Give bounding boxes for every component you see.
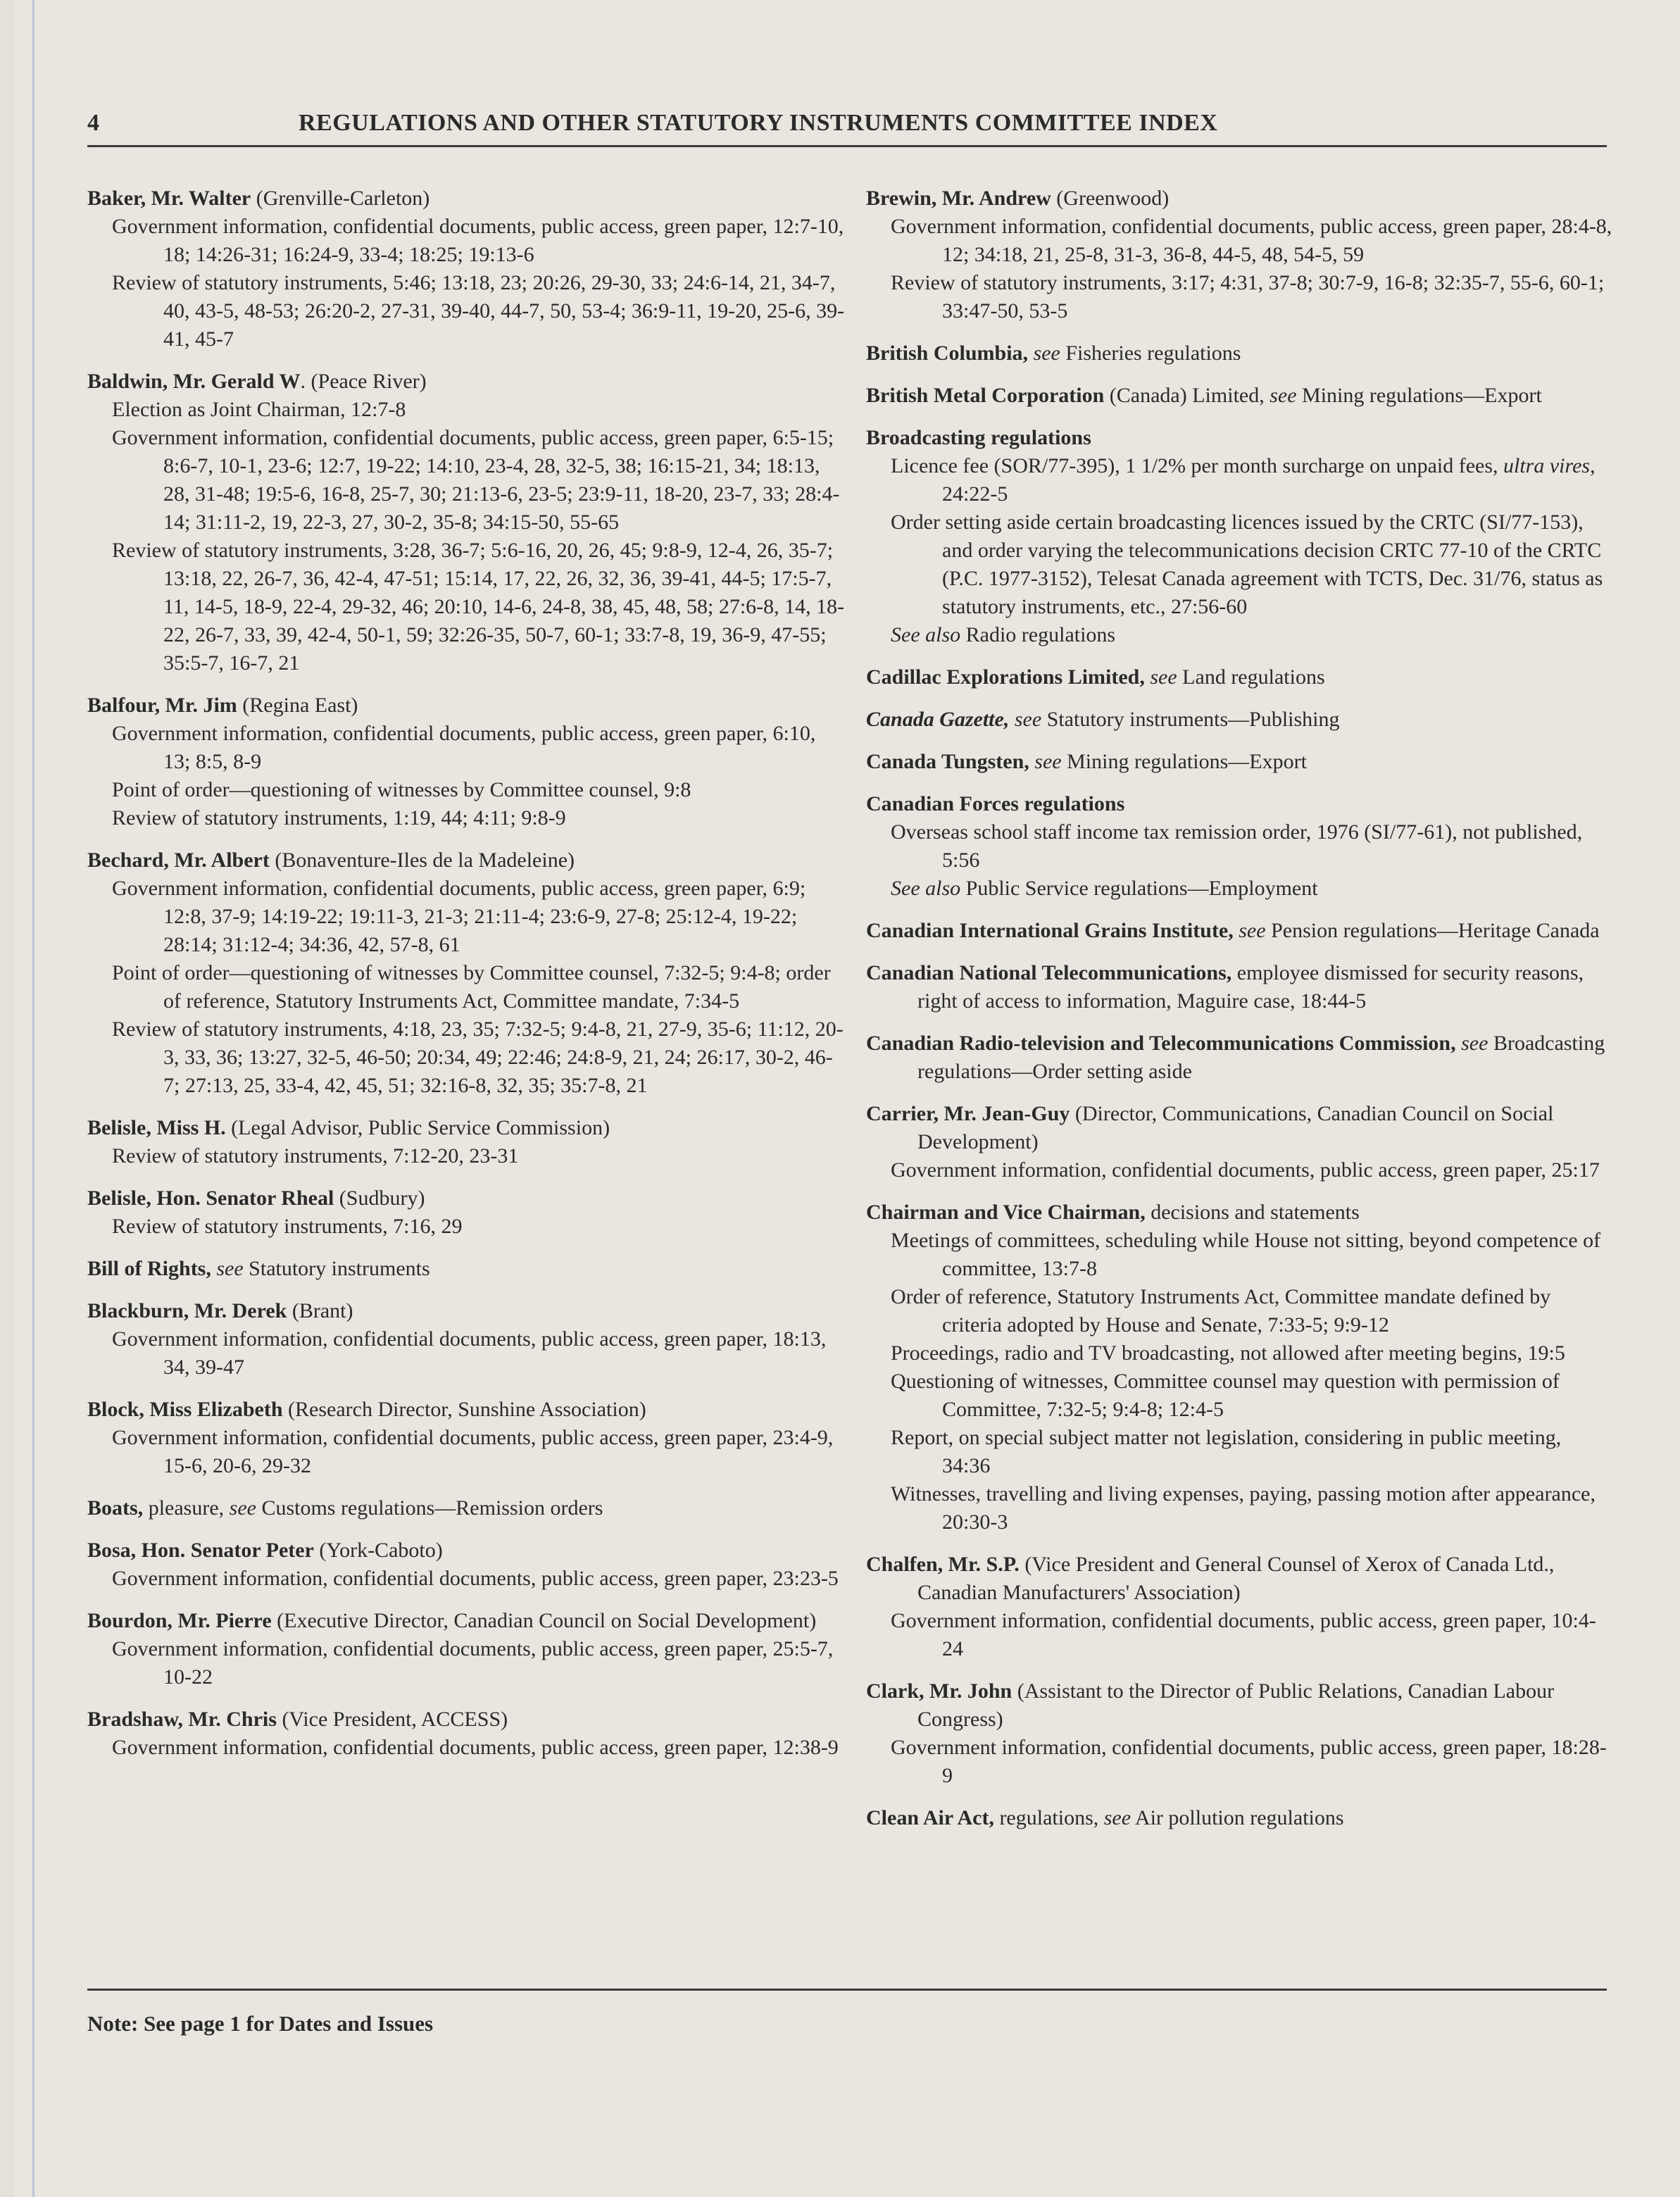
- entry-heading: [87, 846, 848, 875]
- text-run: see: [1014, 708, 1042, 731]
- entry-heading: [866, 1029, 1612, 1086]
- text-run: Carrier, Mr. Jean-Guy: [866, 1102, 1070, 1125]
- entry-subentry: [87, 804, 848, 832]
- text-run: Government information, confidential documents, public access, green paper, 6:10, 13; 8:5, 8-9: [112, 722, 816, 773]
- entry-subentry: [87, 1213, 848, 1241]
- text-run: (Regina East): [237, 694, 358, 717]
- text-run: Bill of Rights,: [87, 1257, 211, 1280]
- text-run: see: [1239, 919, 1266, 942]
- text-run: Review of statutory instruments, 4:18, 23, 35; 7:32-5; 9:4-8, 21, 27-9, 35-6; 11:12, 20-3, 33, 36; 13:27, 32-5, 46-50; 20:34, 49; 22:46; 24:8-9, 21, 24; 26:17, 30-2, 46-7; 27:13, 25, 33-4, 42, 45, 51; 32:16-8, 32, 35; 35:7-8, 21: [112, 1018, 844, 1097]
- index-entry: [866, 1100, 1612, 1184]
- entry-subentry: [87, 396, 848, 424]
- index-entry: [87, 368, 848, 677]
- text-run: Government information, confidential documents, public access, green paper, 18:28-9: [891, 1736, 1607, 1787]
- text-run: see: [229, 1496, 256, 1520]
- text-run: Government information, confidential documents, public access, green paper, 12:7-10, 18; 14:26-31; 16:24-9, 33-4; 18:25; 19:13-6: [112, 215, 844, 266]
- entry-heading: [866, 1804, 1612, 1832]
- text-run: Mining regulations—Export: [1061, 750, 1307, 773]
- text-run: see: [1461, 1032, 1488, 1055]
- entry-subentry: [87, 959, 848, 1015]
- text-run: Clark, Mr. John: [866, 1679, 1013, 1703]
- text-run: See also: [891, 623, 961, 646]
- entry-heading: [866, 1198, 1612, 1227]
- entry-subentry: [866, 1156, 1612, 1184]
- text-run: (Bonaventure-Iles de la Madeleine): [269, 849, 575, 872]
- text-run: Cadillac Explorations Limited,: [866, 665, 1145, 689]
- text-run: (Canada) Limited,: [1104, 384, 1270, 407]
- text-run: (Greenwood): [1051, 187, 1170, 210]
- footer-rule: [87, 1989, 1607, 1991]
- text-run: Point of order—questioning of witnesses by Committee counsel, 9:8: [112, 778, 691, 801]
- entry-subentry: [866, 1424, 1612, 1480]
- text-run: Pension regulations—Heritage Canada: [1265, 919, 1600, 942]
- index-entry: [866, 790, 1612, 903]
- text-run: (Legal Advisor, Public Service Commission): [225, 1116, 610, 1139]
- text-run: Statutory instruments: [243, 1257, 430, 1280]
- entry-heading: [866, 1677, 1612, 1734]
- text-run: Bechard, Mr. Albert: [87, 849, 270, 872]
- index-entry: [866, 1804, 1612, 1832]
- text-run: Point of order—questioning of witnesses by Committee counsel, 7:32-5; 9:4-8; order of reference, Statutory Instruments Act, Committee mandate, 7:34-5: [112, 961, 831, 1013]
- text-run: [1009, 708, 1015, 731]
- text-run: Government information, confidential documents, public access, green paper, 10:4-24: [891, 1609, 1596, 1660]
- text-run: . (Peace River): [300, 370, 427, 393]
- text-run: Government information, confidential documents, public access, green paper, 25:17: [891, 1158, 1600, 1182]
- entry-heading: [866, 382, 1612, 410]
- text-run: (Research Director, Sunshine Association): [282, 1398, 646, 1421]
- text-run: regulations,: [993, 1806, 1104, 1829]
- entry-subentry: [866, 452, 1612, 508]
- entry-heading: [866, 184, 1612, 213]
- entry-heading: [866, 1551, 1612, 1607]
- text-run: Government information, confidential documents, public access, green paper, 23:4-9, 15-6, 20-6, 29-32: [112, 1426, 834, 1477]
- index-entry: [866, 1551, 1612, 1663]
- entry-heading: [87, 1396, 848, 1424]
- text-run: Questioning of witnesses, Committee counsel may question with permission of Committee, 7:32-5; 9:4-8; 12:4-5: [891, 1370, 1560, 1421]
- text-run: Review of statutory instruments, 3:28, 36-7; 5:6-16, 20, 26, 45; 9:8-9, 12-4, 26, 35-7; 13:18, 22, 26-7, 36, 42-4, 47-51; 15:14, 17, 22, 26, 32, 36, 39-41, 44-5; 17:5-7, 11, 14-5, 18-9, 22-4, 29-32, 46; 20:10, 14-6, 24-8, 38, 45, 48, 58; 27:6-8, 14, 18-22, 26-7, 33, 39, 42-4, 50-1, 59; 32:26-35, 50-7, 60-1; 33:7-8, 19, 36-9, 47-55; 35:5-7, 16-7, 21: [112, 539, 845, 675]
- text-run: Fisheries regulations: [1060, 342, 1241, 365]
- text-run: Review of statutory instruments, 3:17; 4:31, 37-8; 30:7-9, 16-8; 32:35-7, 55-6, 60-1; 33:47-50, 53-5: [891, 271, 1605, 323]
- page-header: [87, 106, 1607, 147]
- entry-subentry: [866, 621, 1612, 649]
- entry-heading: [87, 691, 848, 720]
- text-run: (Brant): [287, 1299, 353, 1322]
- entry-heading: [866, 1100, 1612, 1156]
- entry-heading: [87, 1494, 848, 1522]
- text-run: Review of statutory instruments, 1:19, 44; 4:11; 9:8-9: [112, 806, 566, 830]
- index-entry: [866, 184, 1612, 325]
- text-run: Report, on special subject matter not legislation, considering in public meeting, 34:36: [891, 1426, 1562, 1477]
- text-run: Review of statutory instruments, 5:46; 13:18, 23; 20:26, 29-30, 33; 24:6-14, 21, 34-7, 40, 43-5, 48-53; 26:20-2, 27-31, 39-40, 44-7, 50, 53-4; 36:9-11, 19-20, 25-6, 39-41, 45-7: [112, 271, 845, 351]
- index-entry: [87, 1494, 848, 1522]
- entry-heading: [866, 339, 1612, 368]
- text-run: (Executive Director, Canadian Council on Social Development): [271, 1609, 817, 1632]
- entry-heading: [87, 1297, 848, 1325]
- entry-heading: [866, 424, 1612, 452]
- text-run: Land regulations: [1177, 665, 1325, 689]
- index-entry: [866, 959, 1612, 1015]
- text-run: Block, Miss Elizabeth: [87, 1398, 283, 1421]
- text-run: Review of statutory instruments, 7:12-20, 23-31: [112, 1144, 519, 1168]
- index-entry: [87, 1396, 848, 1480]
- text-run: ultra vires: [1503, 454, 1591, 477]
- text-run: [1456, 1032, 1462, 1055]
- entry-heading: [866, 917, 1612, 945]
- text-run: Public Service regulations—Employment: [960, 877, 1318, 900]
- index-column-left: [87, 184, 848, 1776]
- index-entry: [87, 1536, 848, 1593]
- entry-heading: [87, 1255, 848, 1283]
- index-entry: [87, 1184, 848, 1241]
- entry-heading: [87, 184, 848, 213]
- entry-subentry: [866, 213, 1612, 269]
- text-run: Canada Gazette,: [866, 708, 1010, 731]
- text-run: Government information, confidential documents, public access, green paper, 12:38-9: [112, 1736, 839, 1759]
- text-run: Overseas school staff income tax remission order, 1976 (SI/77-61), not published, 5:56: [891, 820, 1583, 872]
- text-run: Clean Air Act,: [866, 1806, 994, 1829]
- text-run: see: [1270, 384, 1297, 407]
- text-run: Government information, confidential documents, public access, green paper, 23:23-5: [112, 1567, 839, 1590]
- index-entry: [866, 1198, 1612, 1536]
- text-run: Baker, Mr. Walter: [87, 187, 251, 210]
- text-run: Canadian Forces regulations: [866, 792, 1125, 815]
- index-entry: [866, 1029, 1612, 1086]
- index-entry: [87, 1255, 848, 1283]
- text-run: Belisle, Miss H.: [87, 1116, 226, 1139]
- text-run: Licence fee (SOR/77-395), 1 1/2% per month surcharge on unpaid fees,: [891, 454, 1504, 477]
- entry-subentry: [87, 213, 848, 269]
- text-run: Canadian Radio-television and Telecommunications Commission,: [866, 1032, 1456, 1055]
- entry-subentry: [866, 1283, 1612, 1339]
- text-run: , 24:22-5: [942, 454, 1596, 506]
- entry-subentry: [866, 1607, 1612, 1663]
- entry-subentry: [866, 1227, 1612, 1283]
- index-entry: [87, 691, 848, 832]
- text-run: Broadcasting regulations—Order setting aside: [917, 1032, 1605, 1083]
- text-run: Boats,: [87, 1496, 144, 1520]
- entry-subentry: [866, 1367, 1612, 1424]
- text-run: Proceedings, radio and TV broadcasting, not allowed after meeting begins, 19:5: [891, 1341, 1565, 1365]
- entry-subentry: [87, 537, 848, 677]
- entry-subentry: [87, 720, 848, 776]
- text-run: Review of statutory instruments, 7:16, 29: [112, 1215, 463, 1238]
- text-run: Order setting aside certain broadcasting licences issued by the CRTC (SI/77-153), and order varying the telecommunications decision CRTC 77-10 of the CRTC (P.C. 1977-3152), Telesat Canada agreement with TCTS, Dec. 31/76, status as statutory instruments, etc., 27:56-60: [891, 511, 1603, 618]
- text-run: British Columbia,: [866, 342, 1029, 365]
- entry-heading: [866, 790, 1612, 818]
- entry-heading: [87, 368, 848, 396]
- text-run: (Director, Communications, Canadian Council on Social Development): [917, 1102, 1554, 1153]
- text-run: Government information, confidential documents, public access, green paper, 18:13, 34, 39-47: [112, 1327, 827, 1379]
- text-run: see: [1103, 1806, 1132, 1829]
- text-run: (Grenville-Carleton): [251, 187, 430, 210]
- entry-subentry: [866, 818, 1612, 875]
- text-run: Witnesses, travelling and living expenses, paying, passing motion after appearance, 20:30-3: [891, 1482, 1596, 1534]
- text-run: Canadian National Telecommunications,: [866, 961, 1232, 984]
- entry-subentry: [87, 1325, 848, 1382]
- text-run: [1028, 342, 1034, 365]
- text-run: (Vice President and General Counsel of Xerox of Canada Ltd., Canadian Manufacturers' Association): [917, 1553, 1555, 1604]
- entry-heading: [866, 663, 1612, 691]
- entry-subentry: [87, 1015, 848, 1100]
- text-run: Government information, confidential documents, public access, green paper, 28:4-8, 12; 34:18, 21, 25-8, 31-3, 36-8, 44-5, 48, 54-5, 59: [891, 215, 1612, 266]
- text-run: Mining regulations—Export: [1296, 384, 1542, 407]
- page-number: 4: [87, 110, 99, 136]
- page-title: REGULATIONS AND OTHER STATUTORY INSTRUMENTS COMMITTEE INDEX: [299, 110, 1218, 136]
- entry-subentry: [87, 424, 848, 537]
- index-entry: [866, 1677, 1612, 1790]
- text-run: pleasure,: [143, 1496, 230, 1520]
- index-entry: [866, 663, 1612, 691]
- index-entry: [87, 1607, 848, 1691]
- entry-subentry: [87, 1734, 848, 1762]
- entry-subentry: [866, 1734, 1612, 1790]
- index-entry: [866, 382, 1612, 410]
- text-run: (York-Caboto): [313, 1539, 443, 1562]
- footer-note: Note: See page 1 for Dates and Issues: [87, 2011, 434, 2036]
- text-run: Belisle, Hon. Senator Rheal: [87, 1187, 334, 1210]
- index-entry: [87, 1705, 848, 1762]
- text-run: see: [1034, 750, 1062, 773]
- entry-subentry: [87, 1635, 848, 1691]
- entry-heading: [87, 1536, 848, 1565]
- text-run: Election as Joint Chairman, 12:7-8: [112, 398, 406, 421]
- index-entry: [87, 1297, 848, 1382]
- entry-heading: [866, 748, 1612, 776]
- text-run: Brewin, Mr. Andrew: [866, 187, 1051, 210]
- text-run: Chairman and Vice Chairman,: [866, 1201, 1146, 1224]
- entry-subentry: [866, 1480, 1612, 1536]
- entry-heading: [87, 1184, 848, 1213]
- entry-heading: [866, 959, 1612, 1015]
- index-page: [14, 0, 1680, 2197]
- entry-subentry: [87, 875, 848, 959]
- text-run: see: [1150, 665, 1177, 689]
- index-entry: [87, 846, 848, 1100]
- entry-heading: [866, 706, 1612, 734]
- index-entry: [866, 339, 1612, 368]
- index-column-right: [866, 184, 1612, 1846]
- entry-subentry: [87, 1142, 848, 1170]
- entry-subentry: [866, 1339, 1612, 1367]
- text-run: See also: [891, 877, 961, 900]
- text-run: Government information, confidential documents, public access, green paper, 25:5-7, 10-22: [112, 1637, 834, 1689]
- text-run: decisions and statements: [1145, 1201, 1360, 1224]
- index-entry: [866, 424, 1612, 649]
- text-run: employee dismissed for security reasons, right of access to information, Maguire case, 18:44-5: [917, 961, 1584, 1013]
- entry-subentry: [87, 776, 848, 804]
- text-run: see: [216, 1257, 244, 1280]
- index-entry: [87, 1114, 848, 1170]
- entry-subentry: [866, 508, 1612, 621]
- text-run: Canada Tungsten,: [866, 750, 1029, 773]
- entry-subentry: [866, 875, 1612, 903]
- text-run: Air pollution regulations: [1131, 1806, 1344, 1829]
- text-run: Chalfen, Mr. S.P.: [866, 1553, 1020, 1576]
- entry-heading: [87, 1705, 848, 1734]
- text-run: (Assistant to the Director of Public Relations, Canadian Labour Congress): [917, 1679, 1555, 1731]
- text-run: see: [1033, 342, 1060, 365]
- text-run: (Sudbury): [334, 1187, 425, 1210]
- text-run: Radio regulations: [960, 623, 1116, 646]
- text-run: Meetings of committees, scheduling while House not sitting, beyond competence of committee, 13:7-8: [891, 1229, 1601, 1280]
- index-entry: [87, 184, 848, 353]
- text-run: Bourdon, Mr. Pierre: [87, 1609, 272, 1632]
- entry-heading: [87, 1607, 848, 1635]
- binding-edge: [32, 0, 35, 2197]
- text-run: Customs regulations—Remission orders: [256, 1496, 603, 1520]
- entry-subentry: [866, 269, 1612, 325]
- text-run: Bradshaw, Mr. Chris: [87, 1708, 277, 1731]
- text-run: Balfour, Mr. Jim: [87, 694, 237, 717]
- text-run: Order of reference, Statutory Instruments Act, Committee mandate defined by criteria adopted by House and Senate, 7:33-5; 9:9-12: [891, 1285, 1551, 1337]
- text-run: Canadian International Grains Institute,: [866, 919, 1234, 942]
- text-run: British Metal Corporation: [866, 384, 1105, 407]
- index-entry: [866, 748, 1612, 776]
- text-run: Broadcasting regulations: [866, 426, 1091, 449]
- text-run: (Vice President, ACCESS): [276, 1708, 508, 1731]
- text-run: Government information, confidential documents, public access, green paper, 6:9; 12:8, 37-9; 14:19-22; 19:11-3, 21-3; 21:11-4; 23:6-9, 27-8; 25:12-4, 19-22; 28:14; 31:12-4; 34:36, 42, 57-8, 61: [112, 877, 806, 956]
- text-run: Blackburn, Mr. Derek: [87, 1299, 287, 1322]
- index-entry: [866, 917, 1612, 945]
- text-run: Baldwin, Mr. Gerald W: [87, 370, 301, 393]
- index-entry: [866, 706, 1612, 734]
- entry-subentry: [87, 269, 848, 353]
- text-run: Bosa, Hon. Senator Peter: [87, 1539, 314, 1562]
- entry-subentry: [87, 1565, 848, 1593]
- text-run: Statutory instruments—Publishing: [1041, 708, 1340, 731]
- entry-heading: [87, 1114, 848, 1142]
- text-run: Government information, confidential documents, public access, green paper, 6:5-15; 8:6-7, 10-1, 23-6; 12:7, 19-22; 14:10, 23-4, 28, 32-5, 38; 16:15-21, 34; 18:13, 28, 31-48; 19:5-6, 16-8, 25-7, 30; 21:13-6, 23-5; 23:9-11, 18-20, 23-7, 33; 28:4-14; 31:11-2, 19, 22-3, 27, 30-2, 35-8; 34:15-50, 55-65: [112, 426, 840, 534]
- entry-subentry: [87, 1424, 848, 1480]
